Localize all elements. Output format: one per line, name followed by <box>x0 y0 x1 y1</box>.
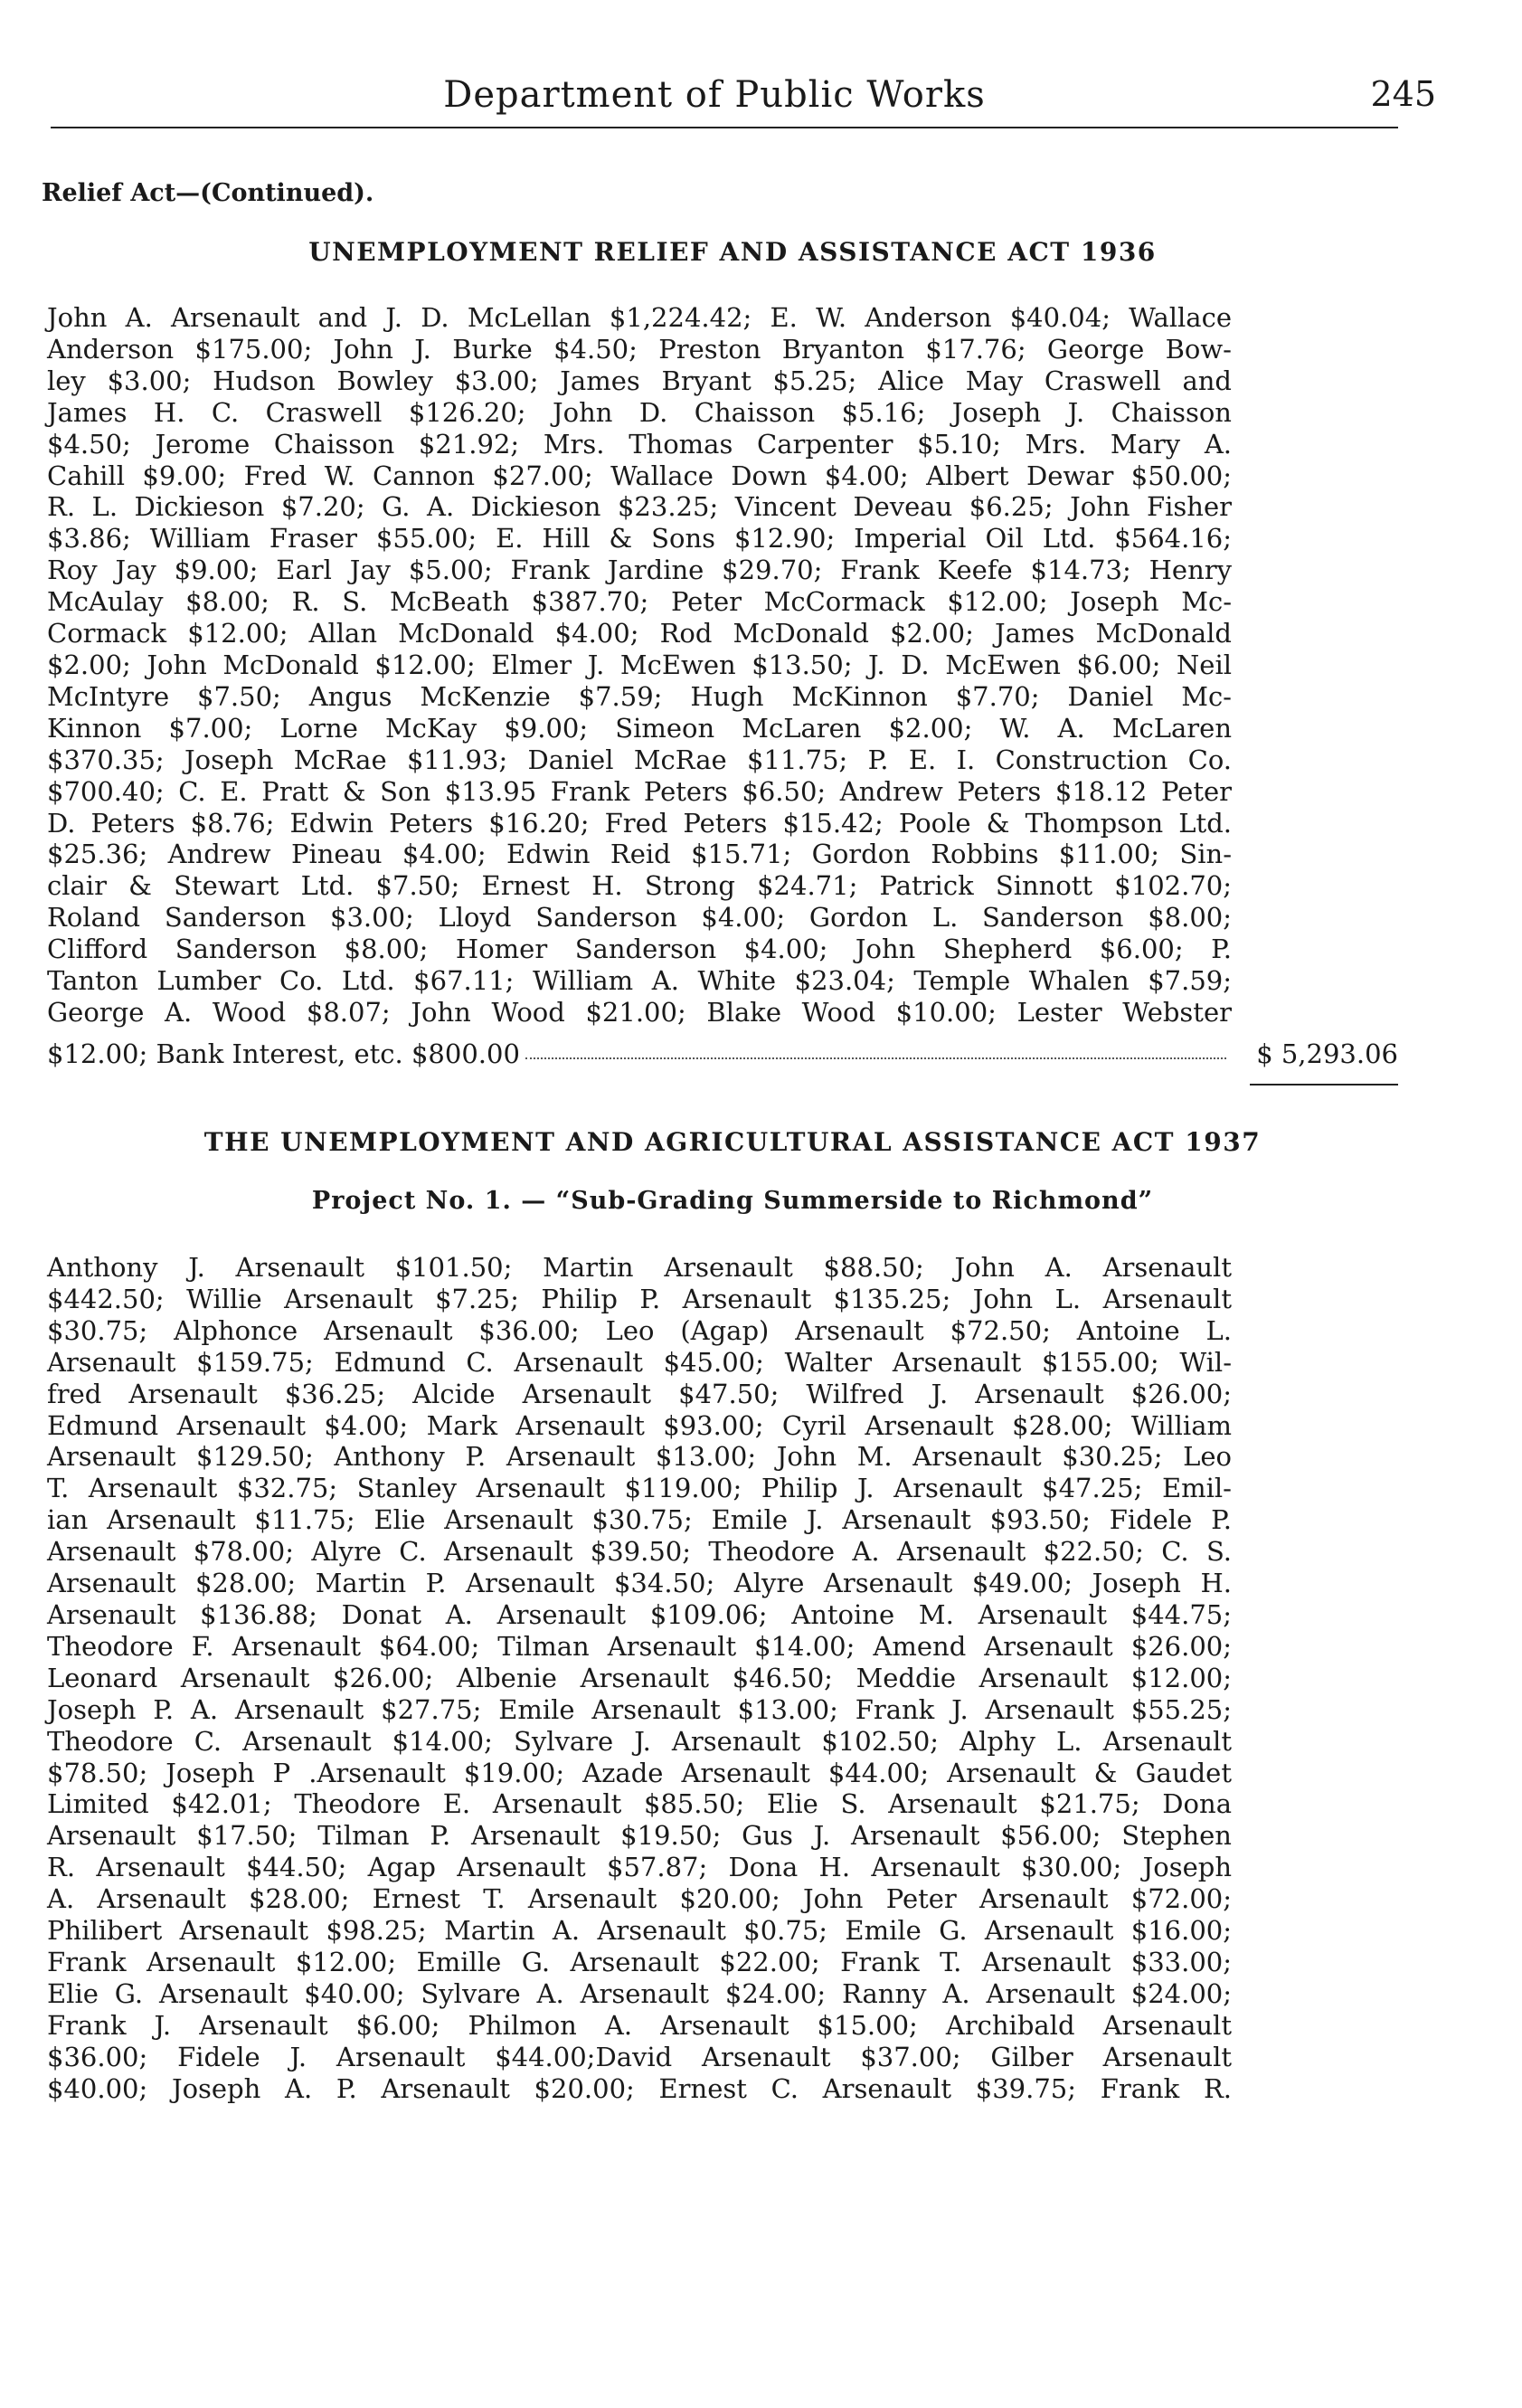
text-line: Frank Arsenault $12.00; Emille G. Arsenault $22.00; Frank T. Arsenault $33.00; <box>47 1946 1232 1977</box>
text-line: $25.36; Andrew Pineau $4.00; Edwin Reid $15.71; Gordon Robbins $11.00; Sin- <box>47 839 1232 870</box>
section2-subheading: Project No. 1. — “Sub-Grading Summerside to Richmond” <box>311 1187 1154 1215</box>
section1-heading: UNEMPLOYMENT RELIEF AND ASSISTANCE ACT 1936 <box>308 237 1157 267</box>
text-line: Roy Jay $9.00; Earl Jay $5.00; Frank Jardine $29.70; Frank Keefe $14.73; Henry <box>47 555 1232 586</box>
text-line: fred Arsenault $36.25; Alcide Arsenault $47.50; Wilfred J. Arsenault $26.00; <box>47 1378 1232 1409</box>
section1-last-line-text: $12.00; Bank Interest, etc. $800.00 <box>47 1038 520 1069</box>
text-line: Theodore F. Arsenault $64.00; Tilman Arsenault $14.00; Amend Arsenault $26.00; <box>47 1630 1232 1662</box>
text-line: A. Arsenault $28.00; Ernest T. Arsenault $20.00; John Peter Arsenault $72.00; <box>47 1883 1232 1915</box>
text-line: ley $3.00; Hudson Bowley $3.00; James Bryant $5.25; Alice May Craswell and <box>47 365 1232 396</box>
section1-last-line <box>47 1038 1232 1070</box>
text-line: Joseph P. A. Arsenault $27.75; Emile Arsenault $13.00; Frank J. Arsenault $55.25; <box>47 1693 1232 1725</box>
text-line: Arsenault $17.50; Tilman P. Arsenault $19.50; Gus J. Arsenault $56.00; Stephen <box>47 1820 1232 1852</box>
text-line: Arsenault $159.75; Edmund C. Arsenault $45.00; Walter Arsenault $155.00; Wil- <box>47 1346 1232 1378</box>
text-line: Arsenault $129.50; Anthony P. Arsenault $13.00; John M. Arsenault $30.25; Leo <box>47 1441 1232 1473</box>
text-line: $78.50; Joseph P .Arsenault $19.00; Azade Arsenault $44.00; Arsenault & Gaudet <box>47 1757 1232 1788</box>
text-line: McIntyre $7.50; Angus McKenzie $7.59; Hugh McKinnon $7.70; Daniel Mc- <box>47 680 1232 712</box>
section2-heading: THE UNEMPLOYMENT AND AGRICULTURAL ASSISTANCE ACT 1937 <box>203 1127 1262 1157</box>
text-line: Edmund Arsenault $4.00; Mark Arsenault $93.00; Cyril Arsenault $28.00; William <box>47 1409 1232 1441</box>
text-line: ian Arsenault $11.75; Elie Arsenault $30.75; Emile J. Arsenault $93.50; Fidele P. <box>47 1504 1232 1536</box>
text-line: James H. C. Craswell $126.20; John D. Chaisson $5.16; Joseph J. Chaisson <box>47 396 1232 428</box>
text-line: Leonard Arsenault $26.00; Albenie Arsenault $46.50; Meddie Arsenault $12.00; <box>47 1662 1232 1693</box>
text-line: Anthony J. Arsenault $101.50; Martin Arsenault $88.50; John A. Arsenault <box>47 1252 1232 1283</box>
text-line: clair & Stewart Ltd. $7.50; Ernest H. Strong $24.71; Patrick Sinnott $102.70; <box>47 870 1232 902</box>
text-line: Cormack $12.00; Allan McDonald $4.00; Rod McDonald $2.00; James McDonald <box>47 618 1232 649</box>
text-line: $3.86; William Fraser $55.00; E. Hill & Sons $12.90; Imperial Oil Ltd. $564.16; <box>47 523 1232 555</box>
section1-total: $ 5,293.06 <box>1256 1038 1398 1069</box>
total-rule <box>1250 1084 1398 1085</box>
text-line: Elie G. Arsenault $40.00; Sylvare A. Arsenault $24.00; Ranny A. Arsenault $24.00; <box>47 1977 1232 2009</box>
text-line: Frank J. Arsenault $6.00; Philmon A. Arsenault $15.00; Archibald Arsenault <box>47 2009 1232 2041</box>
text-line: John A. Arsenault and J. D. McLellan $1,224.42; E. W. Anderson $40.04; Wallace <box>47 302 1232 333</box>
text-line: $30.75; Alphonce Arsenault $36.00; Leo (Agap) Arsenault $72.50; Antoine L. <box>47 1314 1232 1346</box>
section-label: Relief Act—(Continued). <box>42 179 374 207</box>
text-line: Tanton Lumber Co. Ltd. $67.11; William A. White $23.04; Temple Whalen $7.59; <box>47 965 1232 997</box>
text-line: $36.00; Fidele J. Arsenault $44.00;David Arsenault $37.00; Gilber Arsenault <box>47 2041 1232 2072</box>
text-line: George A. Wood $8.07; John Wood $21.00; Blake Wood $10.00; Lester Webster <box>47 996 1232 1028</box>
text-line: Kinnon $7.00; Lorne McKay $9.00; Simeon McLaren $2.00; W. A. McLaren <box>47 712 1232 744</box>
text-line: McAulay $8.00; R. S. McBeath $387.70; Peter McCormack $12.00; Joseph Mc- <box>47 586 1232 618</box>
page-header-title: Department of Public Works <box>443 74 986 116</box>
text-line: R. Arsenault $44.50; Agap Arsenault $57.87; Dona H. Arsenault $30.00; Joseph <box>47 1852 1232 1883</box>
text-line: Philibert Arsenault $98.25; Martin A. Arsenault $0.75; Emile G. Arsenault $16.00; <box>47 1915 1232 1947</box>
text-line: $2.00; John McDonald $12.00; Elmer J. McEwen $13.50; J. D. McEwen $6.00; Neil <box>47 649 1232 680</box>
text-line: Arsenault $136.88; Donat A. Arsenault $109.06; Antoine M. Arsenault $44.75; <box>47 1598 1232 1630</box>
section1-paragraph <box>47 302 1232 1029</box>
text-line: Arsenault $28.00; Martin P. Arsenault $34.50; Alyre Arsenault $49.00; Joseph H. <box>47 1568 1232 1599</box>
text-line: $4.50; Jerome Chaisson $21.92; Mrs. Thomas Carpenter $5.10; Mrs. Mary A. <box>47 428 1232 460</box>
text-line: Anderson $175.00; John J. Burke $4.50; Preston Bryanton $17.76; George Bow- <box>47 333 1232 365</box>
text-line: D. Peters $8.76; Edwin Peters $16.20; Fred Peters $15.42; Poole & Thompson Ltd. <box>47 807 1232 839</box>
text-line: Limited $42.01; Theodore E. Arsenault $85.50; Elie S. Arsenault $21.75; Dona <box>47 1788 1232 1820</box>
text-line: $700.40; C. E. Pratt & Son $13.95 Frank Peters $6.50; Andrew Peters $18.12 Peter <box>47 775 1232 807</box>
text-line: Clifford Sanderson $8.00; Homer Sanderson $4.00; John Shepherd $6.00; P. <box>47 934 1232 965</box>
text-line: R. L. Dickieson $7.20; G. A. Dickieson $23.25; Vincent Deveau $6.25; John Fisher <box>47 491 1232 523</box>
text-line: Roland Sanderson $3.00; Lloyd Sanderson $4.00; Gordon L. Sanderson $8.00; <box>47 902 1232 934</box>
section2-paragraph <box>47 1252 1232 2104</box>
text-line: Cahill $9.00; Fred W. Cannon $27.00; Wallace Down $4.00; Albert Dewar $50.00; <box>47 460 1232 491</box>
header-rule <box>51 127 1398 128</box>
page-number: 245 <box>1370 74 1436 114</box>
text-line: $40.00; Joseph A. P. Arsenault $20.00; Ernest C. Arsenault $39.75; Frank R. <box>47 2072 1232 2104</box>
text-line: Theodore C. Arsenault $14.00; Sylvare J. Arsenault $102.50; Alphy L. Arsenault <box>47 1725 1232 1757</box>
text-line: T. Arsenault $32.75; Stanley Arsenault $119.00; Philip J. Arsenault $47.25; Emil- <box>47 1473 1232 1504</box>
dot-leader <box>525 1048 1226 1059</box>
text-line: Arsenault $78.00; Alyre C. Arsenault $39.50; Theodore A. Arsenault $22.50; C. S. <box>47 1536 1232 1568</box>
text-line: $370.35; Joseph McRae $11.93; Daniel McRae $11.75; P. E. I. Construction Co. <box>47 744 1232 775</box>
text-line: $442.50; Willie Arsenault $7.25; Philip P. Arsenault $135.25; John L. Arsenault <box>47 1283 1232 1314</box>
